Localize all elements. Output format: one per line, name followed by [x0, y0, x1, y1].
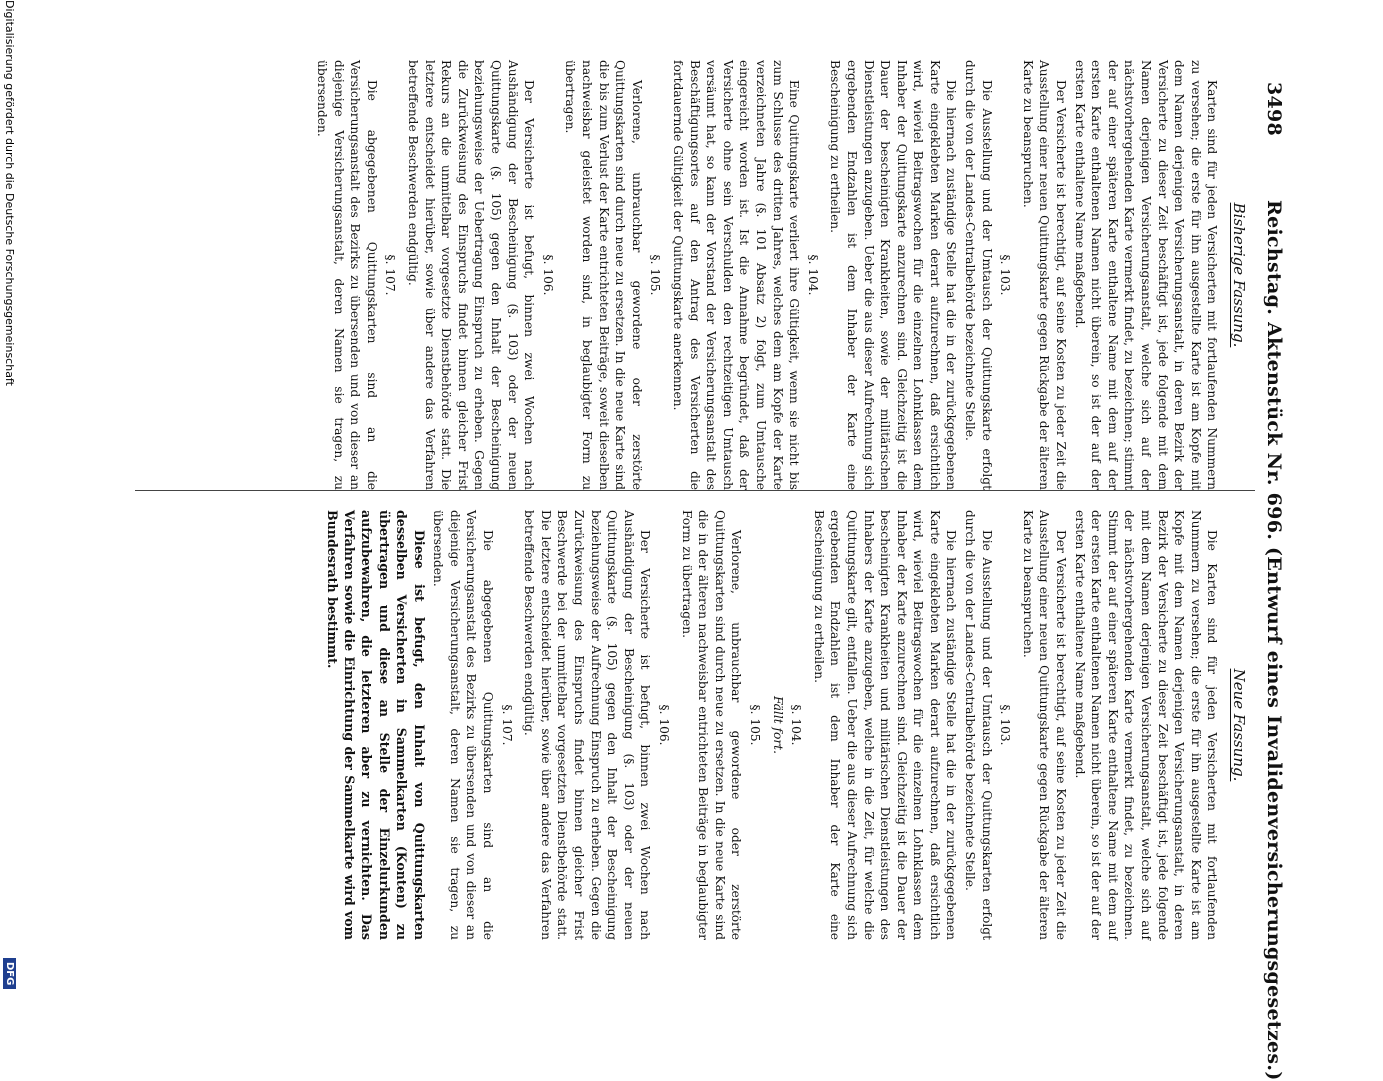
section-heading: §. 105.: [747, 704, 762, 746]
digitization-credit: [1, 0, 17, 1000]
column-heading-old: Bisherige Fassung.: [1230, 202, 1248, 348]
paragraph: Die Karten sind für jeden Versicherten mit fortlaufenden Nummern zu versehen; die erste für ihn ausgestellte Karte ist am Kopfe mit dem Namen derjenigen Versicherungsanstalt, in deren Bezirk der Versicherte zu dieser Zeit beschäftigt ist, jede folgende mit dem Namen derjenigen Versicherungsanstalt, welche sich auf der nächstvorhergehenden Karte vermerkt findet, zu bezeichnen. Stimmt der auf einer späteren Karte enthaltene Name mit dem auf der ersten Karte enthaltenen Namen nicht überein, so ist der auf der ersten Karte enthaltene Name maßgebend.: [1072, 510, 1220, 940]
section-heading: §. 104.: [789, 704, 804, 746]
paragraph: Die hiernach zuständige Stelle hat die in der zurückgegebenen Karte eingeklebten Marken derart aufzurechnen, daß ersichtlich wird, wieviel Beitragswochen für die einzelnen Lohnklassen dem Inhaber der Karte anzurechnen sind. Gleichzeitig ist die Dauer der bescheinigten Krankheiten und militärischen Dienstleistungen des Inhabers der Karte anzugeben, welche in die Zeit, für welche die Quittungskarte gilt, entfallen. Ueber die aus dieser Aufrechnung sich ergebenden Endzahlen ist dem Inhaber der Karte eine Bescheinigung zu ertheilen.: [811, 510, 959, 940]
page-number: 3498: [1263, 82, 1285, 137]
section-heading: §. 107.: [383, 254, 398, 296]
paragraph: Verlorene, unbrauchbar gewordene oder zerstörte Quittungskarten sind durch neue zu ersetzen. In die neue Karte sind die in der älteren nachweisbar entrichteten Beiträge in beglaubigter Form zu übertragen.: [679, 510, 744, 940]
paragraph: Der Versicherte ist berechtigt, auf seine Kosten zu jeder Zeit die Ausstellung einer neuen Quittungskarte gegen Rückgabe der älteren Karte zu beanspruchen.: [1020, 510, 1069, 940]
dfg-logo: DFG: [3, 958, 16, 989]
section-heading: §. 103.: [998, 704, 1013, 746]
paragraph: Der Versicherte ist befugt, binnen zwei Wochen nach Aushändigung der Bescheinigung (§. 103) oder der neuen Quittungskarte (§. 105) gegen den Inhalt der Bescheinigung beziehungsweise der Aufrechnung Einspruch zu erheben. Gegen die Zurückweisung des Einspruchs findet binnen gleicher Frist Beschwerde bei der unmittelbar vorgesetzten Dienstbehörde statt. Die letztere entscheidet hierüber, sowie über andere das Verfahren betreffende Beschwerden endgültig.: [522, 510, 653, 940]
section-heading: §. 103.: [998, 254, 1013, 296]
paragraph: Die abgegebenen Quittungskarten sind an die Versicherungsanstalt des Bezirks zu übersenden und von dieser an diejenige Versicherungsanstalt, deren Namen sie tragen, zu übersenden.: [431, 510, 496, 940]
paragraph: Der Versicherte ist berechtigt, auf seine Kosten zu jeder Zeit die Ausstellung einer neuen Quittungskarte gegen Rückgabe der älteren Karte zu beanspruchen.: [1020, 60, 1069, 490]
credit-text: Digitalisierung gefördert durch die Deutsche Forschungsgemeinschaft: [3, 0, 16, 386]
section-heading: §. 107.: [499, 704, 514, 746]
paragraph: Verlorene, unbrauchbar gewordene oder zerstörte Quittungskarten sind durch neue zu ersetzen. In die neue Karte sind die bis zum Verlust der Karte entrichteten Beiträge, soweit dieselben nachweisbar geleistet worden sind, in beglaubigter Form zu übertragen.: [563, 60, 644, 490]
page-header: [1255, 82, 1285, 1081]
paragraph: Der Versicherte ist befugt, binnen zwei Wochen nach Aushändigung der Bescheinigung (§. 103) oder der neuen Quittungskarte (§. 105) gegen den Inhalt der Bescheinigung beziehungsweise der Uebertragung Einspruch zu erheben. Gegen die Zurückweisung des Einspruchs findet binnen gleicher Frist Rekurs an die unmittelbar vorgesetzte Dienstbehörde statt. Die letztere entscheidet hierüber, sowie über andere das Verfahren betreffende Beschwerden endgültig.: [406, 60, 537, 490]
paragraph: Die hiernach zuständige Stelle hat die in der zurückgegebenen Karte eingeklebten Marken derart aufzurechnen, daß ersichtlich wird, wieviel Beitragswochen für die einzelnen Lohnklassen dem Inhaber der Quittungskarte anzurechnen sind. Gleichzeitig ist die Dauer der bescheinigten Krankheiten, sowie der militärischen Dienstleistungen anzugeben. Ueber die aus dieser Aufrechnung sich ergebenden Endzahlen ist dem Inhaber der Karte eine Bescheinigung zu ertheilen.: [828, 60, 959, 490]
paragraph: Eine Quittungskarte verliert ihre Gültigkeit, wenn sie nicht bis zum Schlusse des dritten Jahres, welches dem am Kopfe der Karte verzeichneten Jahre (§. 101 Absatz 2) folgt, zum Umtausche eingereicht worden ist. Ist die Annahme begründet, daß der Versicherte ohne sein Verschulden den rechtzeitigen Umtausch versäumt hat, so kann der Vorstand der Versicherungsanstalt des Beschäftigungsortes auf den Antrag des Versicherten die fortdauernde Gültigkeit der Quittungskarte anerkennen.: [671, 60, 802, 490]
section-removed-note: Fällt fort.: [770, 696, 785, 754]
paragraph: Die abgegebenen Quittungskarten sind an die Versicherungsanstalt des Bezirks zu übersenden und von dieser an diejenige Versicherungsanstalt, deren Namen sie tragen, zu übersenden.: [315, 60, 379, 490]
paragraph: Karten sind für jeden Versicherten mit fortlaufenden Nummern zu versehen; die erste für ihn ausgestellte Karte ist am Kopfe mit dem Namen derjenigen Versicherungsanstalt, in deren Bezirk der Versicherte zu dieser Zeit beschäftigt ist, jede folgende mit dem Namen derjenigen Versicherungsanstalt, welche sich auf der nächstvorhergehenden Karte vermerkt findet, zu bezeichnen; stimmt der auf einer späteren Karte enthaltene Name mit dem auf der ersten Karte enthaltenen Namen nicht überein, so ist der auf der ersten Karte enthaltene Name maßgebend.: [1072, 60, 1220, 490]
paragraph-amendment: Diese ist befugt, den Inhalt von Quittungskarten desselben Versicherten in Sammelkarten (Konten) zu übertragen und diese an Stelle der Einzelurkunden aufzubewahren, die letzteren aber zu vernichten. Das Verfahren sowie die Einrichtung der Sammelkarte wird vom Bundesrath bestimmt.: [324, 510, 427, 940]
paragraph: Die Ausstellung und der Umtausch der Quittungskarten erfolgt durch die von der Landes-Centralbehörde bezeichnete Stelle.: [963, 510, 994, 940]
column-heading-new: Neue Fassung.: [1230, 668, 1248, 782]
header-title: Reichstag. Aktenstück Nr. 696. (Entwurf eines Invalidenversicherungsgesetzes.): [1263, 200, 1285, 1081]
section-heading: §. 105.: [648, 254, 663, 296]
column-old-version: [312, 60, 1255, 490]
section-heading: §. 106.: [657, 704, 671, 746]
paragraph: Die Ausstellung und der Umtausch der Quittungskarte erfolgt durch die von der Landes-Centralbehörde bezeichnete Stelle.: [963, 60, 994, 490]
section-heading: §. 106.: [540, 254, 555, 296]
section-heading: §. 104.: [805, 254, 820, 296]
column-new-version: [321, 510, 1255, 940]
column-divider: [135, 490, 1255, 491]
